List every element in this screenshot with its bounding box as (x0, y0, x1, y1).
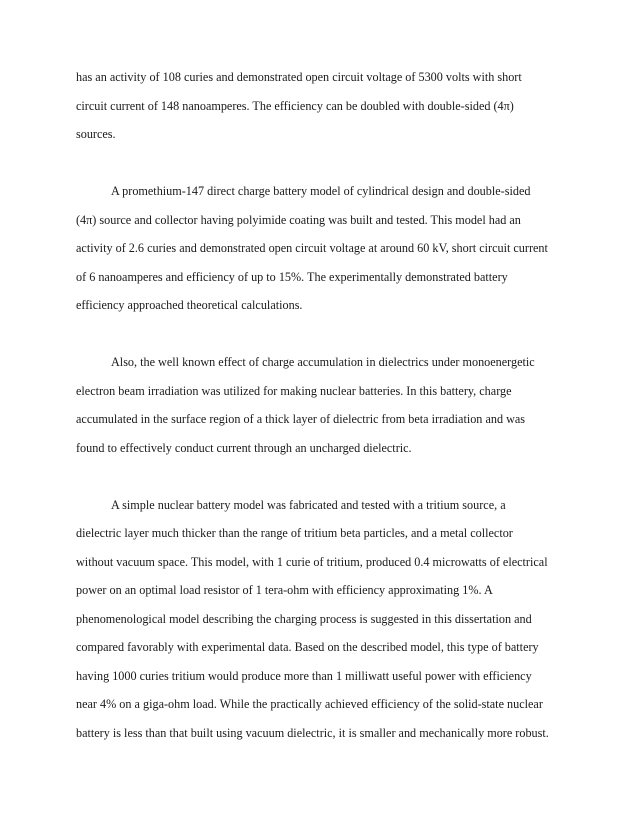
paragraph-4-line-2: dielectric layer much thicker than the range of tritium beta particles, and a metal collector (76, 526, 513, 540)
paragraph-3-line-3: accumulated in the surface region of a thick layer of dielectric from beta irradiation and was (76, 412, 526, 426)
paragraph-4-line-1: A simple nuclear battery model was fabricated and tested with a tritium source, a (111, 497, 506, 512)
paragraph-2-line-1: A promethium-147 direct charge battery model of cylindrical design and double-sided (111, 184, 531, 198)
paragraph-3-line-4: found to effectively conduct current through an uncharged dielectric. (76, 440, 412, 455)
paragraph-4-line-4: power on an optimal load resistor of 1 tera-ohm with efficiency approximating 1%. A (76, 583, 493, 597)
paragraph-1-line-1: has an activity of 108 curies and demonstrated open circuit voltage of 5300 volts with short (76, 70, 522, 84)
paragraph-1-line-3: sources. (76, 127, 116, 141)
body-text (76, 63, 549, 747)
paragraph-2-line-5: efficiency approached theoretical calculations. (76, 298, 303, 312)
paragraph-4-line-6: compared favorably with experimental data. Based on the described model, this type of battery (76, 640, 539, 654)
paragraph-3-line-1: Also, the well known effect of charge accumulation in dielectrics under monoenergetic (111, 355, 535, 369)
paragraph-4-line-7: having 1000 curies tritium would produce more than 1 milliwatt useful power with efficiency (76, 668, 532, 683)
paragraph-4-line-3: without vacuum space. This model, with 1 curie of tritium, produced 0.4 microwatts of electrical (76, 554, 548, 569)
paragraph-2-line-4: of 6 nanoamperes and efficiency of up to 15%. The experimentally demonstrated battery (76, 269, 508, 284)
paragraph-3-line-2: electron beam irradiation was utilized for making nuclear batteries. In this battery, charge (76, 383, 512, 398)
paragraph-1-line-2: circuit current of 148 nanoamperes. The efficiency can be doubled with double-sided (4π) (76, 98, 514, 113)
paragraph-2-line-2: (4π) source and collector having polyimide coating was built and tested. This model had an (76, 212, 521, 227)
paragraph-4-line-8: near 4% on a giga-ohm load. While the practically achieved efficiency of the solid-state nuclear (76, 697, 543, 711)
paragraph-gap (76, 320, 546, 349)
paragraph-4-line-5: phenomenological model describing the charging process is suggested in this dissertation and (76, 611, 532, 626)
paragraph-2-line-3: activity of 2.6 curies and demonstrated open circuit voltage at around 60 kV, short circuit current (76, 241, 548, 255)
paragraph-4-line-9: battery is less than that built using vacuum dielectric, it is smaller and mechanically more robust. (76, 725, 549, 740)
paragraph-gap (76, 149, 546, 178)
paragraph-gap (76, 462, 546, 491)
